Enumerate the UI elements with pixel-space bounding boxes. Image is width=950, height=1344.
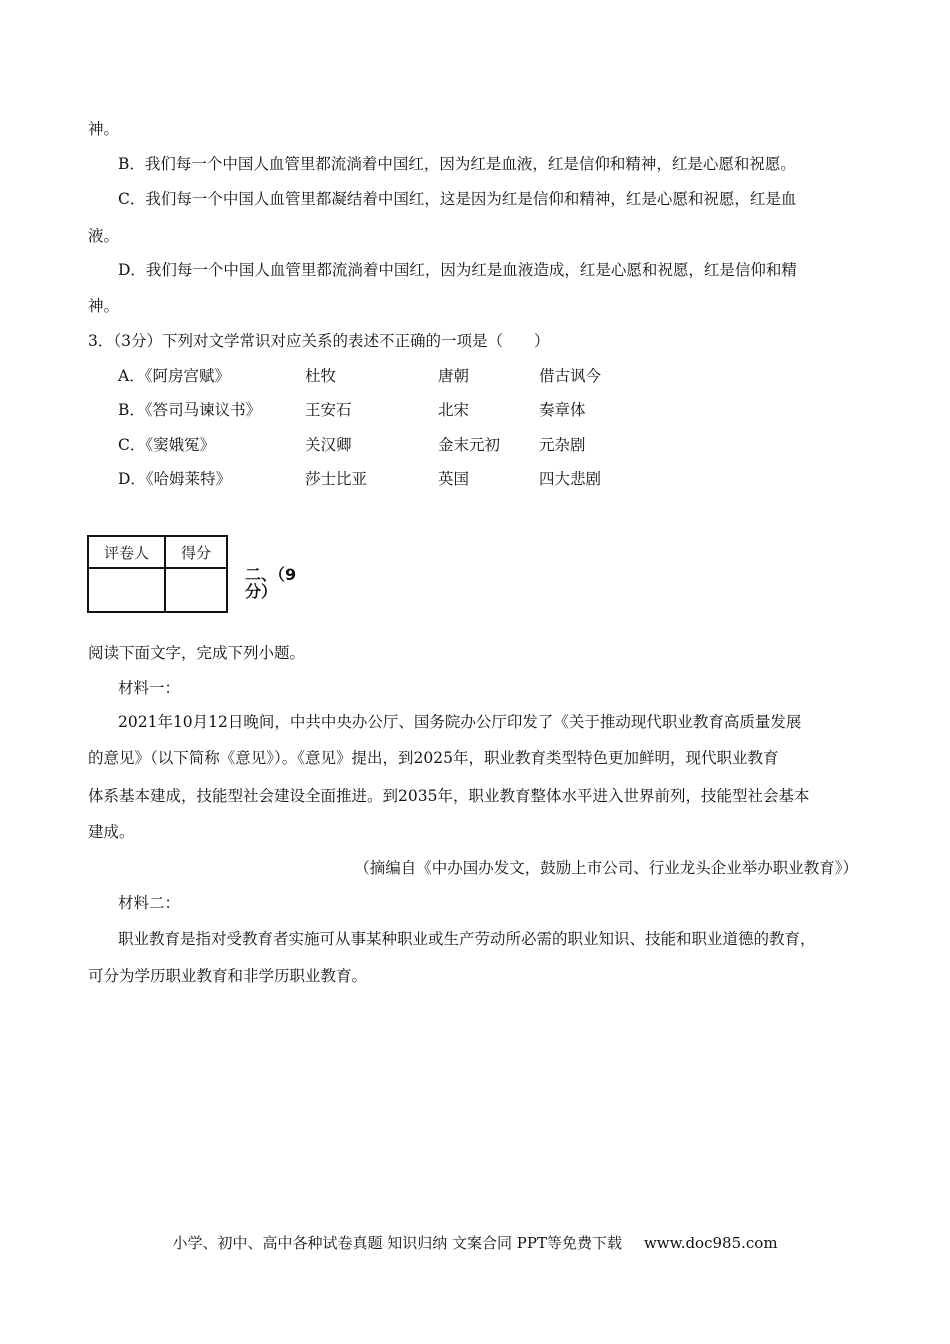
q3-option-c-era: 金末元初: [438, 436, 501, 454]
q3-option-b-era: 北宋: [438, 401, 470, 419]
q3-stem: 3．（3分）下列对文学常识对应关系的表述不正确的一项是（ ）: [88, 332, 550, 350]
grader-header: 评卷人: [88, 536, 165, 568]
material2-label: 材料二：: [118, 894, 181, 912]
q2-option-c-line2: 液。: [88, 227, 120, 245]
q3-option-d-note: 四大悲剧: [539, 470, 602, 488]
footer-text: 小学、初中、高中各种试卷真题 知识归纳 文案合同 PPT等免费下载: [172, 1234, 622, 1252]
q3-option-b-work: B．《答司马谏议书》: [118, 401, 262, 419]
score-header: 得分: [165, 536, 227, 568]
q3-option-c: [118, 435, 678, 455]
q3-option-a-work: A．《阿房宫赋》: [118, 367, 230, 385]
grader-cell: [88, 568, 165, 612]
section-title: [245, 566, 296, 600]
q3-option-b: [118, 400, 678, 420]
q3-option-c-note: 元杂剧: [539, 436, 586, 454]
q3-option-a-era: 唐朝: [438, 367, 470, 385]
q3-option-b-note: 奏章体: [539, 401, 586, 419]
q3-option-a-author: 杜牧: [305, 367, 337, 385]
material1-line4: 建成。: [88, 823, 135, 841]
section-title-line1: 二、（9: [245, 565, 297, 584]
q2-option-b: B．我们每一个中国人血管里都流淌着中国红，因为红是血液，红是信仰和精神，红是心愿和祝愿。: [118, 155, 796, 173]
score-cell: [165, 568, 227, 612]
material2-line2: 可分为学历职业教育和非学历职业教育。: [88, 967, 368, 985]
q3-option-c-author: 关汉卿: [305, 436, 352, 454]
q2-option-d-line1: D．我们每一个中国人血管里都流淌着中国红，因为红是血液造成，红是心愿和祝愿，红是信仰和精: [118, 261, 797, 279]
material1-line1: 2021年10月12日晚间，中共中央办公厅、国务院办公厅印发了《关于推动现代职业教育高质量发展: [118, 713, 802, 731]
page-footer: [0, 1232, 950, 1253]
material1-line3: 体系基本建成，技能型社会建设全面推进。到2035年，职业教育整体水平进入世界前列，技能型社会基本: [88, 787, 810, 805]
q3-option-b-author: 王安石: [305, 401, 352, 419]
material2-line1: 职业教育是指对受教育者实施可从事某种职业或生产劳动所必需的职业知识、技能和职业道德的教育，: [118, 930, 816, 948]
material1-line2: 的意见》（以下简称《意见》）。《意见》提出，到2025年，职业教育类型特色更加鲜明，现代职业教育: [88, 749, 779, 767]
q3-option-a-note: 借古讽今: [539, 367, 602, 385]
q3-option-d-era: 英国: [438, 470, 470, 488]
q3-option-d-work: D．《哈姆莱特》: [118, 470, 232, 488]
q3-option-c-work: C．《窦娥冤》: [118, 436, 216, 454]
footer-url[interactable]: www.doc985.com: [643, 1234, 778, 1252]
section-title-line2: 分）: [245, 582, 278, 601]
material1-source: （摘编自《中办国办发文，鼓励上市公司、行业龙头企业举办职业教育》）: [354, 859, 858, 877]
q3-option-d: [118, 469, 678, 489]
material1-label: 材料一：: [118, 679, 181, 697]
reading-instruction: 阅读下面文字，完成下列小题。: [88, 644, 306, 662]
q3-option-a: [118, 366, 678, 386]
q2-option-c-line1: C．我们每一个中国人血管里都凝结着中国红，这是因为红是信仰和精神，红是心愿和祝愿，红是血: [118, 190, 797, 208]
score-box: [87, 535, 228, 613]
prev-option-end: 神。: [88, 120, 120, 138]
q2-option-d-line2: 神。: [88, 297, 120, 315]
q3-option-d-author: 莎士比亚: [305, 470, 368, 488]
